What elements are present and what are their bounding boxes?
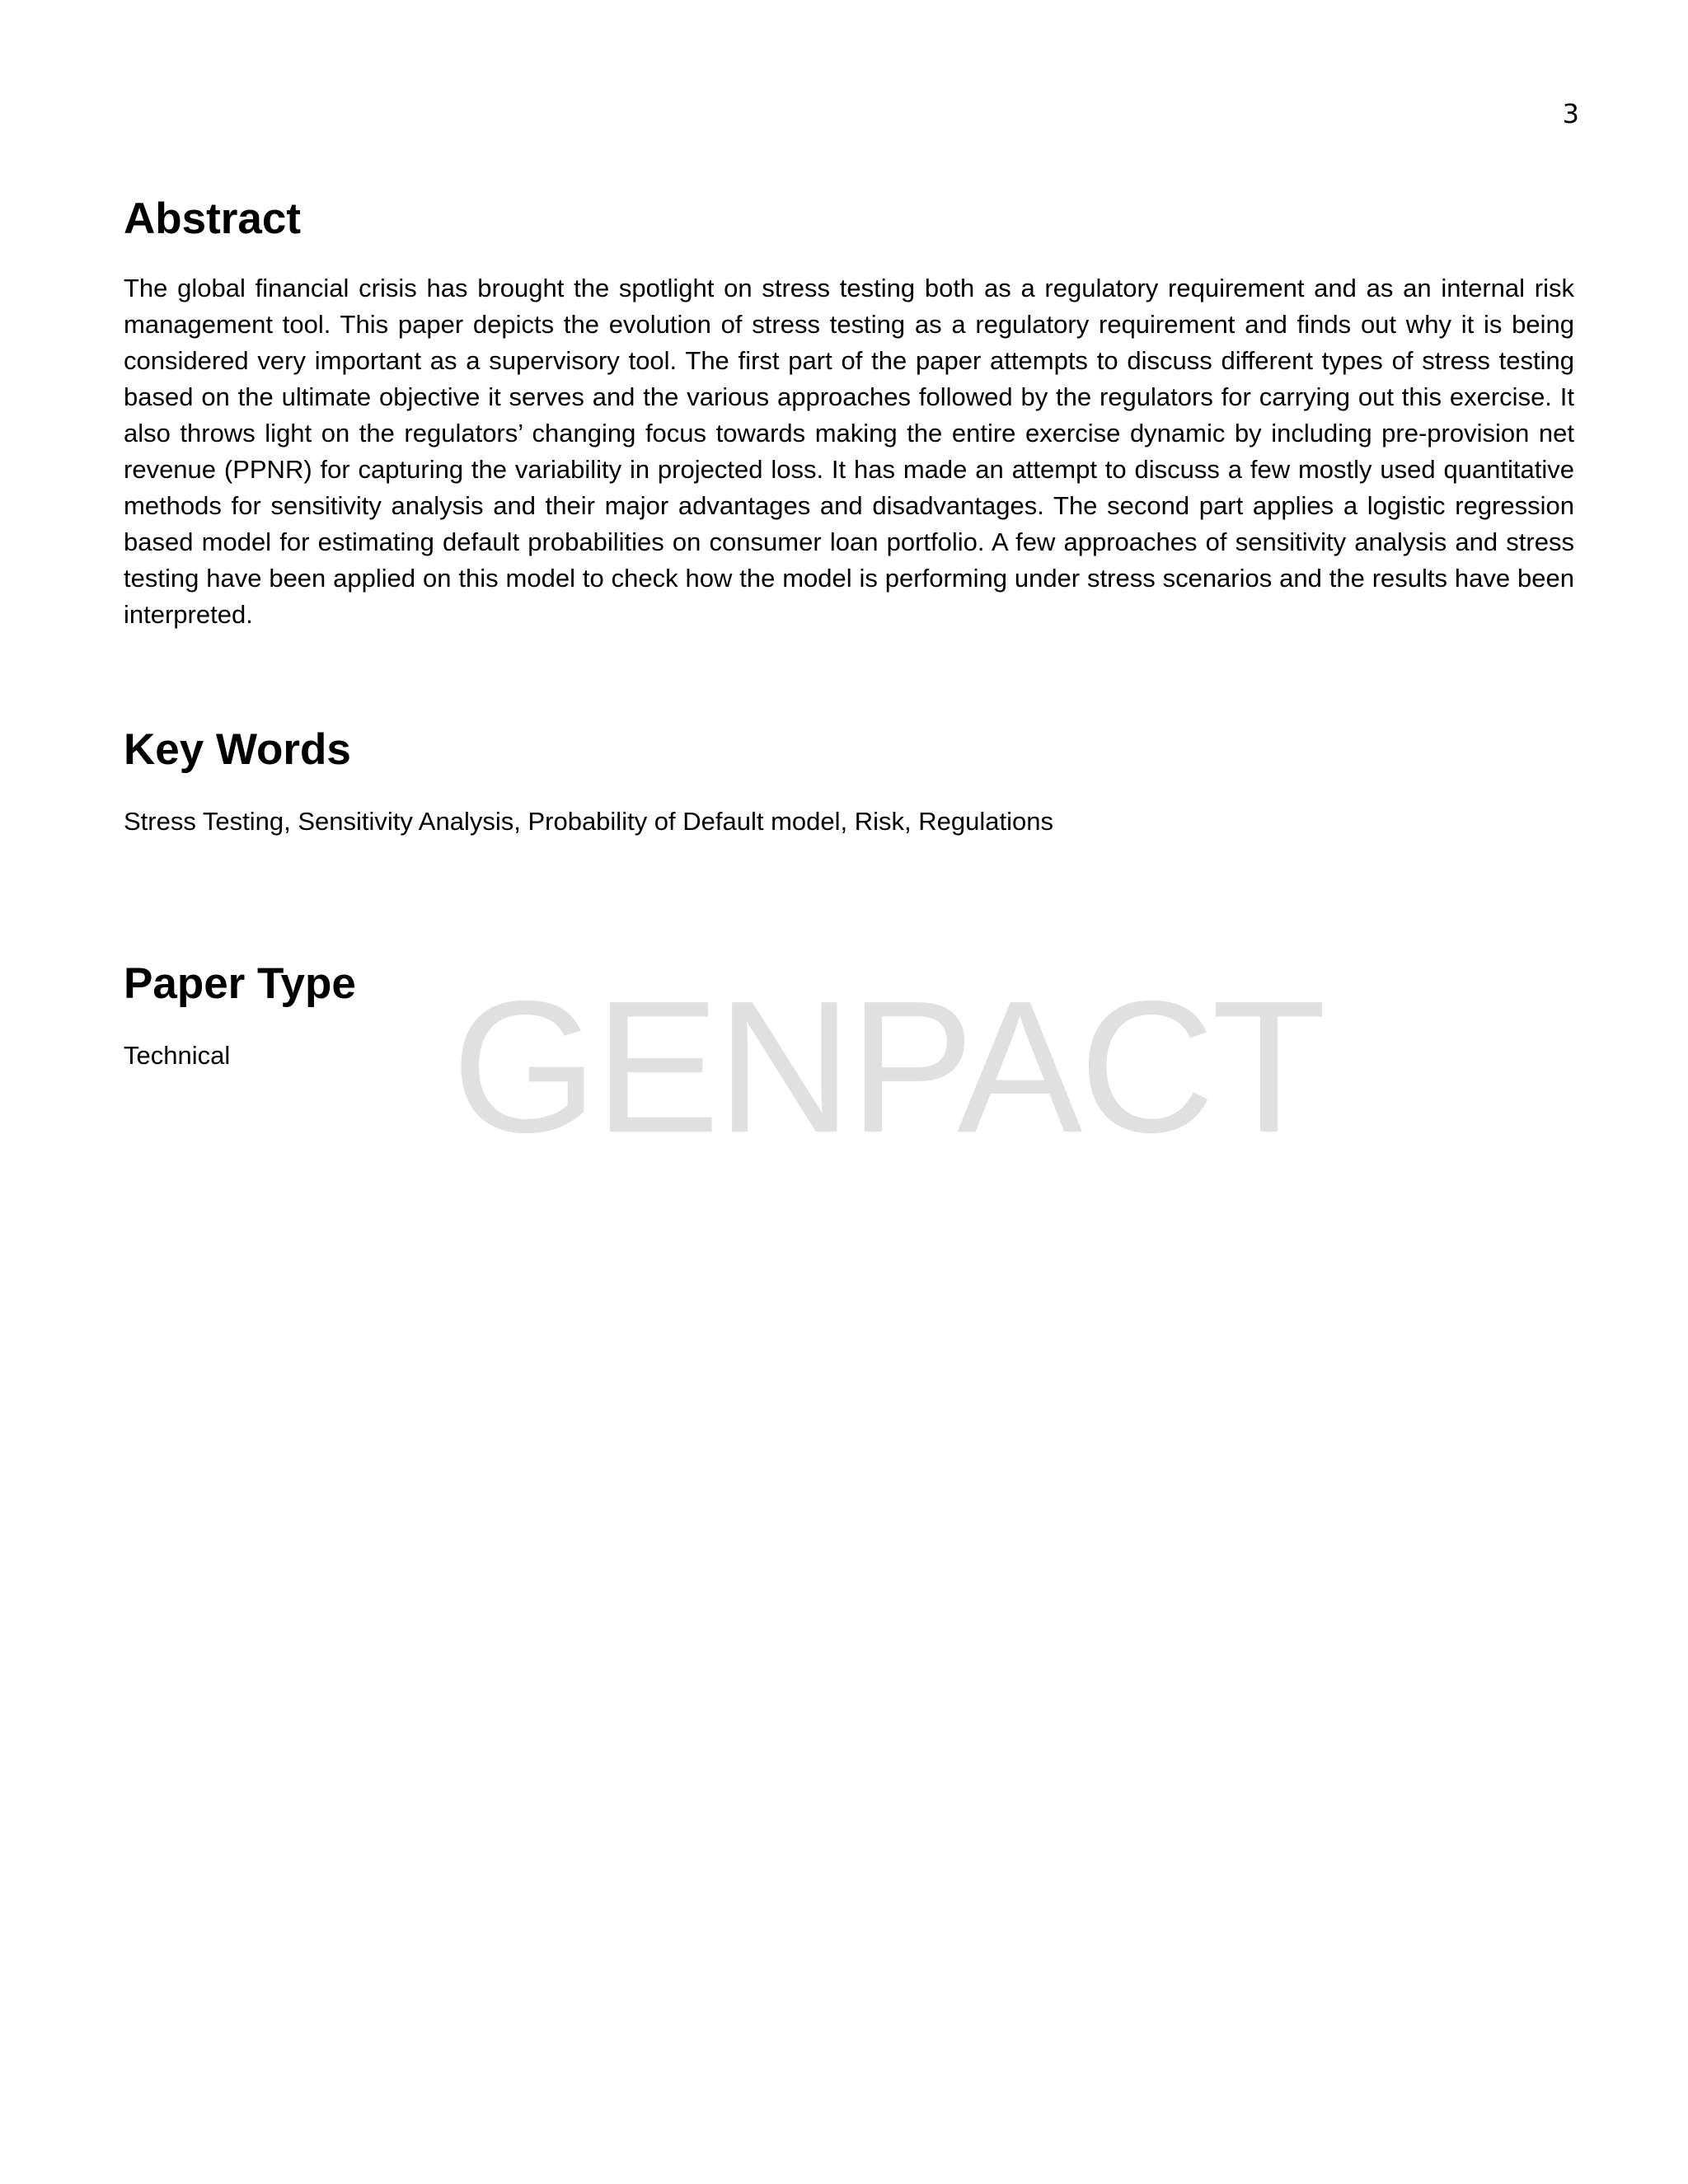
paper-type-section bbox=[124, 958, 1574, 1074]
paper-type-heading: Paper Type bbox=[124, 959, 356, 1008]
abstract-text: The global financial crisis has brought the spotlight on stress testing both as a regulatory requirement and as an internal risk management tool. This paper depicts the evolution of stress testing as a regulatory requirement and finds out why it is being considered very important as a supervisory tool. The first part of the paper attempts to discuss different types of stress testing based on the ultimate objective it serves and the various approaches followed by the regulators for carrying out this exercise. It also throws light on the regulators’ changing focus towards making the entire exercise dynamic by including pre-provision net revenue (PPNR) for capturing the variability in projected loss. It has made an attempt to discuss a few mostly used quantitative methods for sensitivity analysis and their major advantages and disadvantages. The second part applies a logistic regression based model for estimating default probabilities on consumer loan portfolio. A few approaches of sensitivity analysis and stress testing have been applied on this model to check how the model is performing under stress scenarios and the results have been interpreted. bbox=[124, 274, 1574, 629]
keywords-heading: Key Words bbox=[124, 725, 351, 774]
page-number: 3 bbox=[1562, 98, 1579, 129]
paper-type-text: Technical bbox=[124, 1041, 231, 1070]
genpact-watermark: GENPACT bbox=[452, 963, 1324, 1172]
abstract-heading: Abstract bbox=[124, 194, 302, 243]
keywords-text: Stress Testing, Sensitivity Analysis, Probability of Default model, Risk, Regulations bbox=[124, 807, 1053, 836]
abstract-section bbox=[124, 193, 1574, 633]
keywords-section bbox=[124, 724, 1574, 840]
